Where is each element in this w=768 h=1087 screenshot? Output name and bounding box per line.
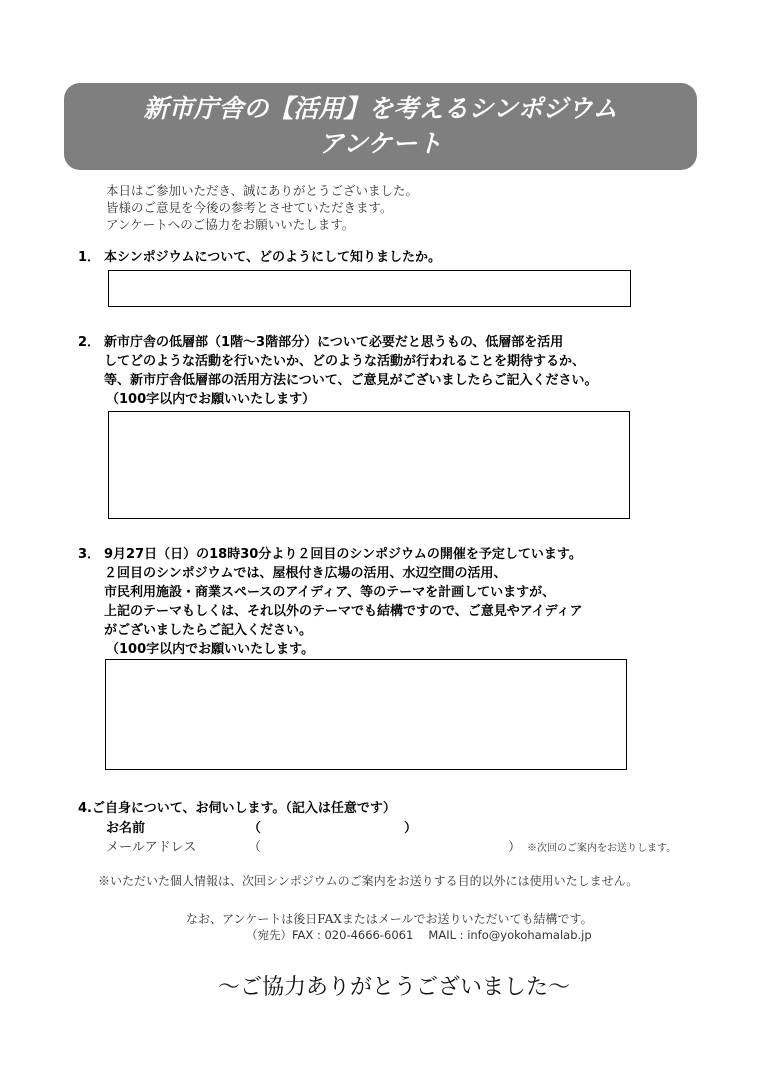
send-note: なお、アンケートは後日FAXまたはメールでお送りいただいても結構です。 <box>186 912 593 926</box>
email-note: ※次回のご案内をお送りします。 <box>527 843 677 854</box>
question-4 <box>78 799 396 818</box>
intro-line: 本日はご参加いただき、誠にありがとうございました。 <box>106 183 419 198</box>
answer-box-1[interactable] <box>108 270 631 307</box>
question-text: 上記のテーマもしくは、それ以外のテーマでも結構ですので、ご意見やアイディア <box>104 604 583 619</box>
name-label: お名前 <box>106 821 146 836</box>
question-number: 3． <box>78 547 101 562</box>
intro-line: 皆様のご意見を今後の参考とさせていただきます。 <box>106 200 393 215</box>
question-text: 等、新市庁舎低層部の活用方法について、ご意見がございましたらご記入ください。 <box>104 373 598 388</box>
intro-line: アンケートへのご協力をお願いいたします。 <box>106 217 355 232</box>
contact-info: （宛先）FAX : 020-4666-6061 MAIL : info@yokohamalab.jp <box>246 928 592 942</box>
question-number: 1． <box>78 250 101 265</box>
name-paren-open: （ <box>248 821 262 836</box>
question-text: してどのような活動を行いたいか、どのような活動が行われることを期待するか、 <box>104 354 586 369</box>
question-text: 本シンポジウムについて、どのようにして知りましたか。 <box>104 250 442 265</box>
thanks-message: ～ご協力ありがとうございました～ <box>218 975 571 1000</box>
question-text: がございましたらご記入ください。 <box>104 623 313 638</box>
survey-subtitle: アンケート <box>318 129 443 158</box>
privacy-note: ※いただいた個人情報は、次回シンポジウムのご案内をお送りする目的以外には使用いたしません。 <box>98 874 639 888</box>
question-2 <box>78 333 698 413</box>
question-text: 9月27日（日）の18時30分より２回目のシンポジウムの開催を予定しています。 <box>104 547 582 562</box>
question-text: ご自身について、お伺いします。（記入は任意です） <box>91 801 396 816</box>
answer-box-2[interactable] <box>108 411 630 519</box>
intro-text <box>106 182 418 233</box>
survey-title: 新市庁舎の【活用】を考えるシンポジウム <box>143 94 618 123</box>
email-paren-close: ） <box>508 840 522 855</box>
question-number: 2． <box>78 335 101 350</box>
question-3 <box>78 545 698 665</box>
answer-box-3[interactable] <box>105 659 627 770</box>
question-note: （100字以内でお願いいたします） <box>106 392 316 407</box>
survey-title-banner <box>64 83 697 170</box>
name-paren-close: ） <box>404 821 418 836</box>
name-field[interactable] <box>262 820 402 837</box>
question-number: 4. <box>78 801 92 816</box>
question-text: 新市庁舎の低層部（1階～3階部分）について必要だと思うもの、低層部を活用 <box>104 335 564 350</box>
question-note: （100字以内でお願いいたします。 <box>106 642 315 657</box>
email-field[interactable] <box>262 837 507 854</box>
email-paren-open: （ <box>248 840 262 855</box>
question-text: ２回目のシンポジウムでは、屋根付き広場の活用、水辺空間の活用、 <box>104 566 507 581</box>
question-text: 市民利用施設・商業スペースのアイディア、等のテーマを計画していますが、 <box>104 585 556 600</box>
email-label: メールアドレス <box>106 840 197 855</box>
